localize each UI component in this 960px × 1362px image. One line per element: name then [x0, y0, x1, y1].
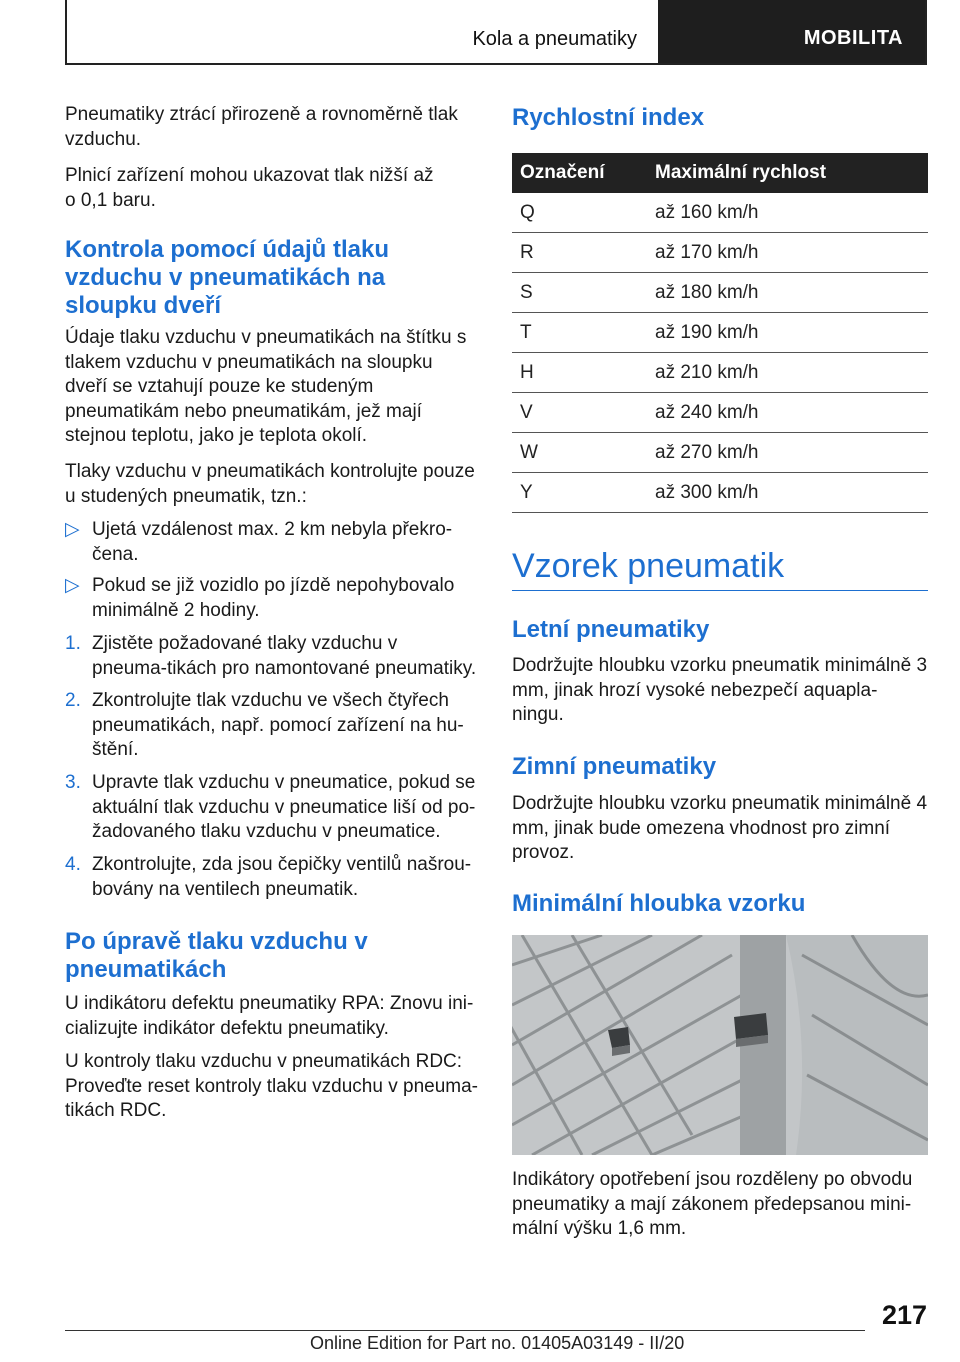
chapter-tab-label: MOBILITA: [803, 27, 903, 49]
table-cell: až 300 km/h: [655, 473, 928, 513]
table-header-row: [512, 153, 928, 193]
page-number: 217: [881, 1300, 927, 1330]
table-cell: H: [512, 353, 655, 393]
paragraph: Dodržujte hloubku vzorku pneumatik minimálně 3 mm, jinak hrozí vysoké nebezpečí aquapla‐ningu.: [512, 655, 928, 725]
paragraph: Dodržujte hloubku vzorku pneumatik minimálně 4 mm, jinak bude omezena vhodnost pro zimní provoz.: [512, 793, 928, 863]
speed-index-table: [512, 153, 928, 513]
bullet-item: [65, 574, 477, 623]
table-row: [512, 233, 928, 273]
step-text: Zkontrolujte, zda jsou čepičky ventilů našrou‐bovány na ventilech pneumatik.: [92, 854, 472, 900]
page-header: [65, 0, 927, 65]
table-cell: T: [512, 313, 655, 353]
column-header: Maximální rychlost: [655, 153, 928, 193]
paragraph: U kontroly tlaku vzduchu v pneumatikách RDC: Proveďte reset kontroly tlaku vzduchu v pneuma‐tikách RDC.: [65, 1051, 478, 1121]
table-cell: až 240 km/h: [655, 393, 928, 433]
table-cell: W: [512, 433, 655, 473]
chapter-heading: Vzorek pneumatik: [512, 547, 785, 585]
step-number: 1.: [65, 633, 81, 654]
table-cell: S: [512, 273, 655, 313]
table-cell: V: [512, 393, 655, 433]
bullet-item: [65, 518, 477, 567]
step-item: [65, 853, 477, 902]
table-row: [512, 393, 928, 433]
table-row: [512, 313, 928, 353]
step-text: Zkontrolujte tlak vzduchu ve všech čtyřech pneumatikách, např. pomocí zařízení na hu‐štění.: [92, 690, 464, 760]
bullet-text: Pokud se již vozidlo po jízdě nepohybovalo minimálně 2 hodiny.: [92, 575, 455, 621]
paragraph: Pneumatiky ztrácí přirozeně a rovnoměrně tlak vzduchu.: [65, 104, 458, 150]
column-header: Označení: [512, 153, 655, 193]
table-cell: R: [512, 233, 655, 273]
table-cell: až 210 km/h: [655, 353, 928, 393]
table-cell: až 180 km/h: [655, 273, 928, 313]
section-heading: Kontrola pomocí údajů tlaku vzduchu v pneumatikách na sloupku dveří: [65, 236, 390, 319]
table-cell: Q: [512, 193, 655, 233]
table-cell: až 270 km/h: [655, 433, 928, 473]
table-row: [512, 473, 928, 513]
table-cell: Y: [512, 473, 655, 513]
table-row: [512, 433, 928, 473]
table-row: [512, 193, 928, 233]
step-item: [65, 771, 477, 845]
paragraph: Plnicí zařízení mohou ukazovat tlak nižší až o 0,1 baru.: [65, 165, 434, 211]
paragraph: U indikátoru defektu pneumatiky RPA: Znovu ini‐cializujte indikátor defektu pneumatiky.: [65, 993, 474, 1039]
step-number: 4.: [65, 854, 81, 875]
section-heading: Zimní pneumatiky: [512, 753, 717, 780]
paragraph: Údaje tlaku vzduchu v pneumatikách na štítku s tlakem vzduchu v pneumatikách na sloupku dveří se vztahují pouze ke studeným pneumatikám nebo pneumatikám, jež mají stejnou teplotu, jako je teplota okolí.: [65, 327, 467, 446]
triangle-bullet-icon: ▷: [65, 575, 80, 596]
step-number: 2.: [65, 690, 81, 711]
footer-rule: [65, 1330, 865, 1331]
chapter-tab: [658, 0, 925, 63]
step-number: 3.: [65, 772, 81, 793]
section-heading: Letní pneumatiky: [512, 616, 710, 643]
step-item: [65, 689, 477, 763]
bullet-text: Ujetá vzdálenost max. 2 km nebyla překro‐čena.: [92, 519, 453, 565]
triangle-bullet-icon: ▷: [65, 519, 80, 540]
table-cell: až 160 km/h: [655, 193, 928, 233]
figure-caption: Indikátory opotřebení jsou rozděleny po obvodu pneumatiky a mají zákonem předepsanou mini‐mální výšku 1,6 mm.: [512, 1169, 913, 1239]
section-title: Kola a pneumatiky: [472, 28, 637, 50]
table-row: [512, 273, 928, 313]
paragraph: Tlaky vzduchu v pneumatikách kontrolujte pouze u studených pneumatik, tzn.:: [65, 461, 475, 507]
step-text: Zjistěte požadované tlaky vzduchu v pneuma‐tikách pro namontované pneumatiky.: [92, 633, 477, 679]
table-cell: až 190 km/h: [655, 313, 928, 353]
tire-tread-illustration: [512, 935, 928, 1155]
section-heading: Rychlostní index: [512, 104, 705, 131]
step-text: Upravte tlak vzduchu v pneumatice, pokud se aktuální tlak vzduchu v pneumatice liší od po‐žadovaného tlaku vzduchu v pneumatice.: [92, 772, 476, 842]
table-row: [512, 353, 928, 393]
section-heading: Po úpravě tlaku vzduchu v pneumatikách: [65, 928, 368, 983]
heading-underline: [512, 590, 928, 591]
edition-footer: Online Edition for Part no. 01405A03149 - II/20: [310, 1333, 685, 1353]
table-cell: až 170 km/h: [655, 233, 928, 273]
step-item: [65, 632, 477, 681]
section-heading: Minimální hloubka vzorku: [512, 890, 806, 917]
